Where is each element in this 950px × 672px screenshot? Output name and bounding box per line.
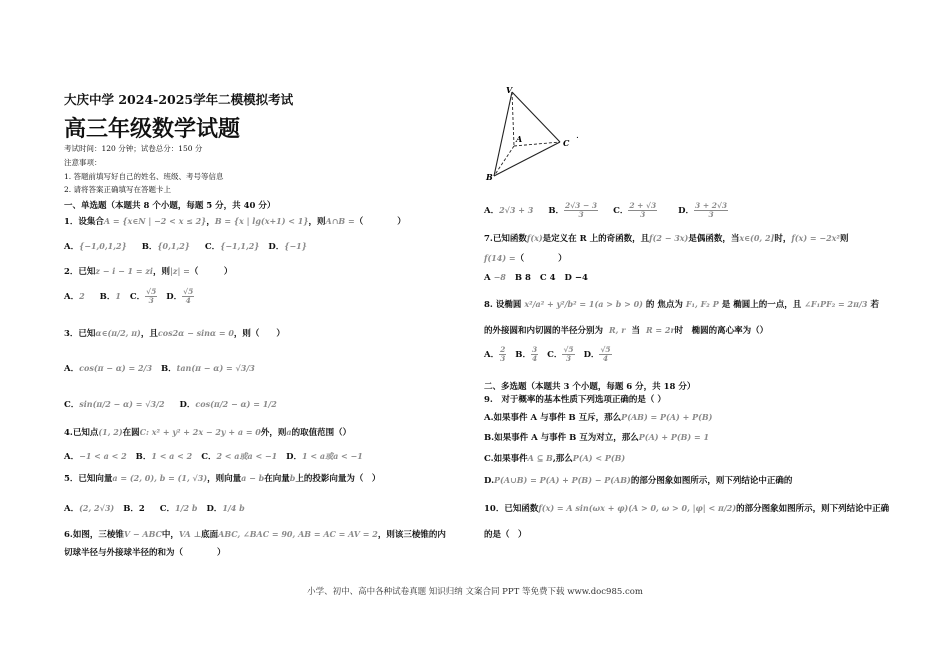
q6-stem: 6.如图，三棱锥V − ABC中，VA ⊥底面ABC, ∠BAC = 90, AB = AC = AV = 2，则该三棱锥的内 xyxy=(64,529,446,540)
q8-stem-line2: 的外接圆和内切圆的半径分别为 R, r 当 R = 2r时 椭圆的离心率为（） xyxy=(484,325,769,336)
q7-stem: 7.已知函数f(x)是定义在 R 上的奇函数，且f(2 − 3x)是偶函数，当x∈(0, 2]时，f(x) = −2x²则 xyxy=(484,233,849,244)
label-a: A xyxy=(516,134,523,144)
label-dot: . xyxy=(576,131,579,141)
q9-option-d: D.P(A∪B) = P(A) + P(B) − P(AB)的部分图象如图所示，则下列结论中正确的 xyxy=(484,475,793,486)
q3-stem: 3．已知α∈(π/2, π)，且cos2α − sinα = 0，则（ ） xyxy=(64,328,285,339)
q10-stem: 10．已知函数f(x) = A sin(ωx + φ)(A > 0, ω > 0, |φ| < π/2)的部分图象如图所示，则下列结论中正确 xyxy=(484,503,890,514)
q6-options: A．2√3 + 3 B． $\frac{2√3 - 3}{3}$ C． $\frac{2 + √3}{3}$ D． $\frac{3 + 2√3}{3}$ xyxy=(484,201,728,219)
q10-stem-line2: 的是（ ） xyxy=(484,530,527,540)
q3-options-cd: C．sin(π/2 − α) = √3/2 D．cos(π/2 − α) = 1/2 xyxy=(64,399,277,410)
label-b: B xyxy=(486,172,493,182)
q8-options: A． $\frac{2}{3}$ B． $\frac{3}{4}$ C． $\frac{√5}{3}$ D． $\frac{√5}{4}$ xyxy=(484,345,611,363)
q9-option-c: C.如果事件A ⊆ B,那么P(A) < P(B) xyxy=(484,453,626,464)
q9-option-b: B.如果事件 A 与事件 B 互为对立，那么P(A) + P(B) = 1 xyxy=(484,432,710,443)
q6-stem-line2: 切球半径与外接球半径的和为（ ） xyxy=(64,548,226,558)
q1-set-b: B = {x | lg(x+1) < 1} xyxy=(214,216,309,226)
label-c: C xyxy=(563,138,570,148)
edge-vb xyxy=(494,92,512,176)
exam-info: 考试时间：120 分钟；试卷总分：150 分 xyxy=(64,144,203,153)
page-footer: 小学、初中、高中各种试卷真题 知识归纳 文案合同 PPT 等免费下载 www.doc985.com xyxy=(307,587,643,597)
pyramid-figure xyxy=(484,84,594,184)
notes-label: 注意事项： xyxy=(64,158,102,167)
label-v: V xyxy=(506,85,513,95)
q1-set-a: A = {x∈N | −2 < x ≤ 2} xyxy=(103,216,207,226)
note-2: 2. 请将答案正确填写在答题卡上 xyxy=(64,185,172,194)
q4-stem: 4.已知点(1, 2)在圆C: x² + y² + 2x − 2y + a = 0外，则a的取值范围（） xyxy=(64,427,352,438)
page-title: 高三年级数学试题 xyxy=(64,116,241,142)
q9-stem: 9. 对于概率的基本性质下列选项正确的是（ ） xyxy=(484,395,666,405)
q2-stem: 2．已知z − i − 1 = zi，则|z| =（ ） xyxy=(64,266,233,277)
section1-heading: 一、单选题（本题共 8 个小题，每题 5 分，共 40 分） xyxy=(64,201,276,211)
edge-bc xyxy=(494,142,560,176)
q7-query: f(14) =（ ） xyxy=(484,253,567,264)
left-column xyxy=(64,0,474,672)
q7-options: A −8 B 8 C 4 D −4 xyxy=(484,272,588,283)
q1-expr: A∩B = xyxy=(325,216,355,226)
q4-options: A．−1 < a < 2 B．1 < a < 2 C．2 < a或a < −1 D．1 < a或a < −1 xyxy=(64,451,363,462)
q1-options: A．{−1,0,1,2} B．{0,1,2} C．{−1,1,2} D．{−1} xyxy=(64,241,307,252)
q5-options: A．(2, 2√3) B．2 C．1/2 b D．1/4 b xyxy=(64,503,245,514)
q9-option-a: A.如果事件 A 与事件 B 互斥，那么P(AB) = P(A) + P(B) xyxy=(484,412,713,423)
q8-stem: 8. 设椭圆 x²/a² + y²/b² = 1(a > b > 0) 的 焦点为 F₁, F₂ P 是 椭圆上的一点，且 ∠F₁PF₂ = 2π/3 若 xyxy=(484,299,879,310)
q2-options: A．2 B．1 C． $\frac{√5}{3}$ D． $\frac{√5}{4}$ xyxy=(64,287,194,305)
section2-heading: 二、多选题（本题共 3 个小题，每题 6 分，共 18 分） xyxy=(484,382,696,392)
q5-stem: 5．已知向量a = (2, 0), b = (1, √3)，则向量a − b在向量b上的投影向量为（ ） xyxy=(64,473,381,484)
edge-va xyxy=(512,92,514,146)
q3-options-ab: A．cos(π − α) = 2/3 B．tan(π − α) = √3/3 xyxy=(64,363,255,374)
q1-stem: 1．设集合A = {x∈N | −2 < x ≤ 2}，B = {x | lg(x+1) < 1}，则A∩B =（ ） xyxy=(64,216,406,227)
right-column xyxy=(484,0,904,672)
note-1: 1. 答题前填写好自己的姓名、班级、考号等信息 xyxy=(64,172,224,181)
school-line: 大庆中学 2024-2025学年二模模拟考试 xyxy=(64,92,294,107)
